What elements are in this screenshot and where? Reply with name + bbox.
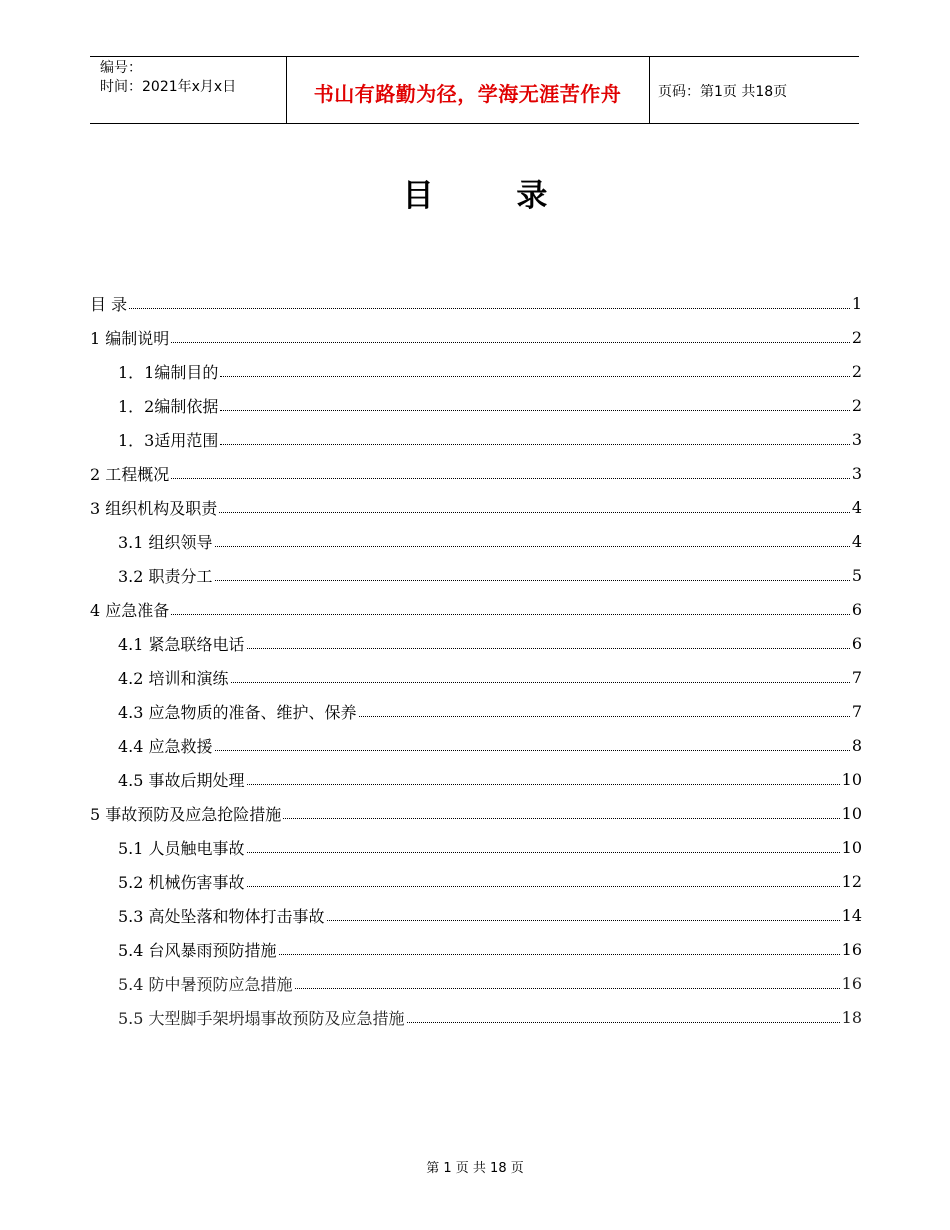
header-motto: 书山有路勤为径，学海无涯苦作舟 (313, 82, 622, 106)
toc-dot-leader (219, 512, 850, 513)
toc-entry[interactable] (90, 354, 862, 388)
toc-dot-leader (247, 648, 850, 649)
page-footer: 第 1 页 共 18 页 (426, 1161, 524, 1176)
toc-entry-title: 3.2 职责分工 (118, 566, 213, 586)
toc-dot-leader (171, 478, 850, 479)
toc-dot-leader (295, 988, 840, 989)
toc-entry-page: 2 (851, 395, 862, 415)
header-divider (649, 57, 650, 123)
toc-entry[interactable] (90, 286, 862, 320)
toc-entry-page: 2 (851, 327, 862, 347)
toc-entry[interactable] (90, 1000, 862, 1034)
toc-entry-title: 4 应急准备 (90, 600, 170, 620)
toc-entry[interactable] (90, 762, 862, 796)
toc-entry-page: 14 (841, 905, 862, 925)
toc-entry-title: 3.1 组织领导 (118, 532, 213, 552)
toc-dot-leader (129, 308, 850, 309)
toc-entry-page: 12 (841, 871, 862, 891)
toc-entry[interactable] (90, 592, 862, 626)
toc-entry-page: 16 (841, 939, 862, 959)
toc-dot-leader (220, 444, 849, 445)
header-meta (100, 59, 236, 97)
toc-entry[interactable] (90, 524, 862, 558)
toc-entry[interactable] (90, 966, 862, 1000)
header-page-info: 页码：第1页 共18页 (658, 84, 788, 100)
toc-entry-title: 3 组织机构及职责 (90, 498, 218, 518)
toc-entry-page: 16 (841, 973, 862, 993)
toc-entry-title: 5.5 大型脚手架坍塌事故预防及应急措施 (118, 1008, 405, 1028)
toc-dot-leader (231, 682, 850, 683)
toc-dot-leader (279, 954, 840, 955)
toc-entry-page: 6 (851, 599, 862, 619)
toc-dot-leader (283, 818, 839, 819)
toc-dot-leader (171, 614, 850, 615)
toc-dot-leader (220, 410, 849, 411)
toc-entry[interactable] (90, 728, 862, 762)
toc-entry-page: 3 (851, 429, 862, 449)
toc-dot-leader (215, 580, 850, 581)
toc-entry-title: 目 录 (90, 294, 128, 314)
toc-entry[interactable] (90, 864, 862, 898)
toc-entry-page: 7 (851, 701, 862, 721)
toc-entry-page: 7 (851, 667, 862, 687)
toc-entry-page: 10 (841, 803, 862, 823)
toc-entry[interactable] (90, 388, 862, 422)
toc-dot-leader (171, 342, 850, 343)
toc-entry-page: 4 (851, 497, 862, 517)
toc-entry-title: 5.3 高处坠落和物体打击事故 (118, 906, 325, 926)
toc-entry[interactable] (90, 320, 862, 354)
toc-entry-title: 5 事故预防及应急抢险措施 (90, 804, 282, 824)
toc-entry-title: 1．2编制依据 (118, 396, 219, 416)
toc-entry[interactable] (90, 830, 862, 864)
toc-entry-title: 4.2 培训和演练 (118, 668, 229, 688)
toc-entry-title: 4.1 紧急联络电话 (118, 634, 245, 654)
page-title: 目 录 (402, 178, 584, 214)
toc-entry-title: 4.4 应急救援 (118, 736, 213, 756)
toc-dot-leader (247, 784, 840, 785)
toc-dot-leader (247, 852, 840, 853)
toc-entry-title: 1．3适用范围 (118, 430, 219, 450)
toc-entry[interactable] (90, 490, 862, 524)
toc-entry-title: 4.3 应急物质的准备、维护、保养 (118, 702, 357, 722)
toc-entry-title: 5.4 防中暑预防应急措施 (118, 974, 293, 994)
toc-entry[interactable] (90, 898, 862, 932)
toc-dot-leader (407, 1022, 840, 1023)
table-of-contents (90, 286, 862, 1034)
toc-entry[interactable] (90, 932, 862, 966)
toc-dot-leader (327, 920, 840, 921)
toc-entry-page: 10 (841, 769, 862, 789)
toc-entry[interactable] (90, 558, 862, 592)
code-label: 编号： (100, 60, 142, 76)
toc-entry-page: 18 (841, 1007, 862, 1027)
toc-entry-page: 2 (851, 361, 862, 381)
page-header (90, 56, 859, 124)
toc-entry-page: 3 (851, 463, 862, 483)
toc-dot-leader (215, 750, 850, 751)
toc-entry-page: 6 (851, 633, 862, 653)
toc-entry-title: 1．1编制目的 (118, 362, 219, 382)
toc-entry[interactable] (90, 694, 862, 728)
toc-entry[interactable] (90, 660, 862, 694)
toc-dot-leader (247, 886, 840, 887)
toc-dot-leader (220, 376, 849, 377)
toc-dot-leader (215, 546, 850, 547)
toc-entry-page: 1 (851, 293, 862, 313)
toc-dot-leader (359, 716, 850, 717)
time-label: 时间：2021年x月x日 (100, 79, 237, 95)
toc-entry-title: 2 工程概况 (90, 464, 170, 484)
toc-entry[interactable] (90, 422, 862, 456)
toc-entry-page: 4 (851, 531, 862, 551)
toc-entry[interactable] (90, 796, 862, 830)
toc-entry[interactable] (90, 626, 862, 660)
toc-entry-title: 5.2 机械伤害事故 (118, 872, 245, 892)
toc-entry-title: 5.4 台风暴雨预防措施 (118, 940, 277, 960)
toc-entry[interactable] (90, 456, 862, 490)
toc-entry-title: 4.5 事故后期处理 (118, 770, 245, 790)
toc-entry-title: 5.1 人员触电事故 (118, 838, 245, 858)
toc-entry-page: 10 (841, 837, 862, 857)
toc-entry-page: 8 (851, 735, 862, 755)
toc-entry-title: 1 编制说明 (90, 328, 170, 348)
toc-entry-page: 5 (851, 565, 862, 585)
